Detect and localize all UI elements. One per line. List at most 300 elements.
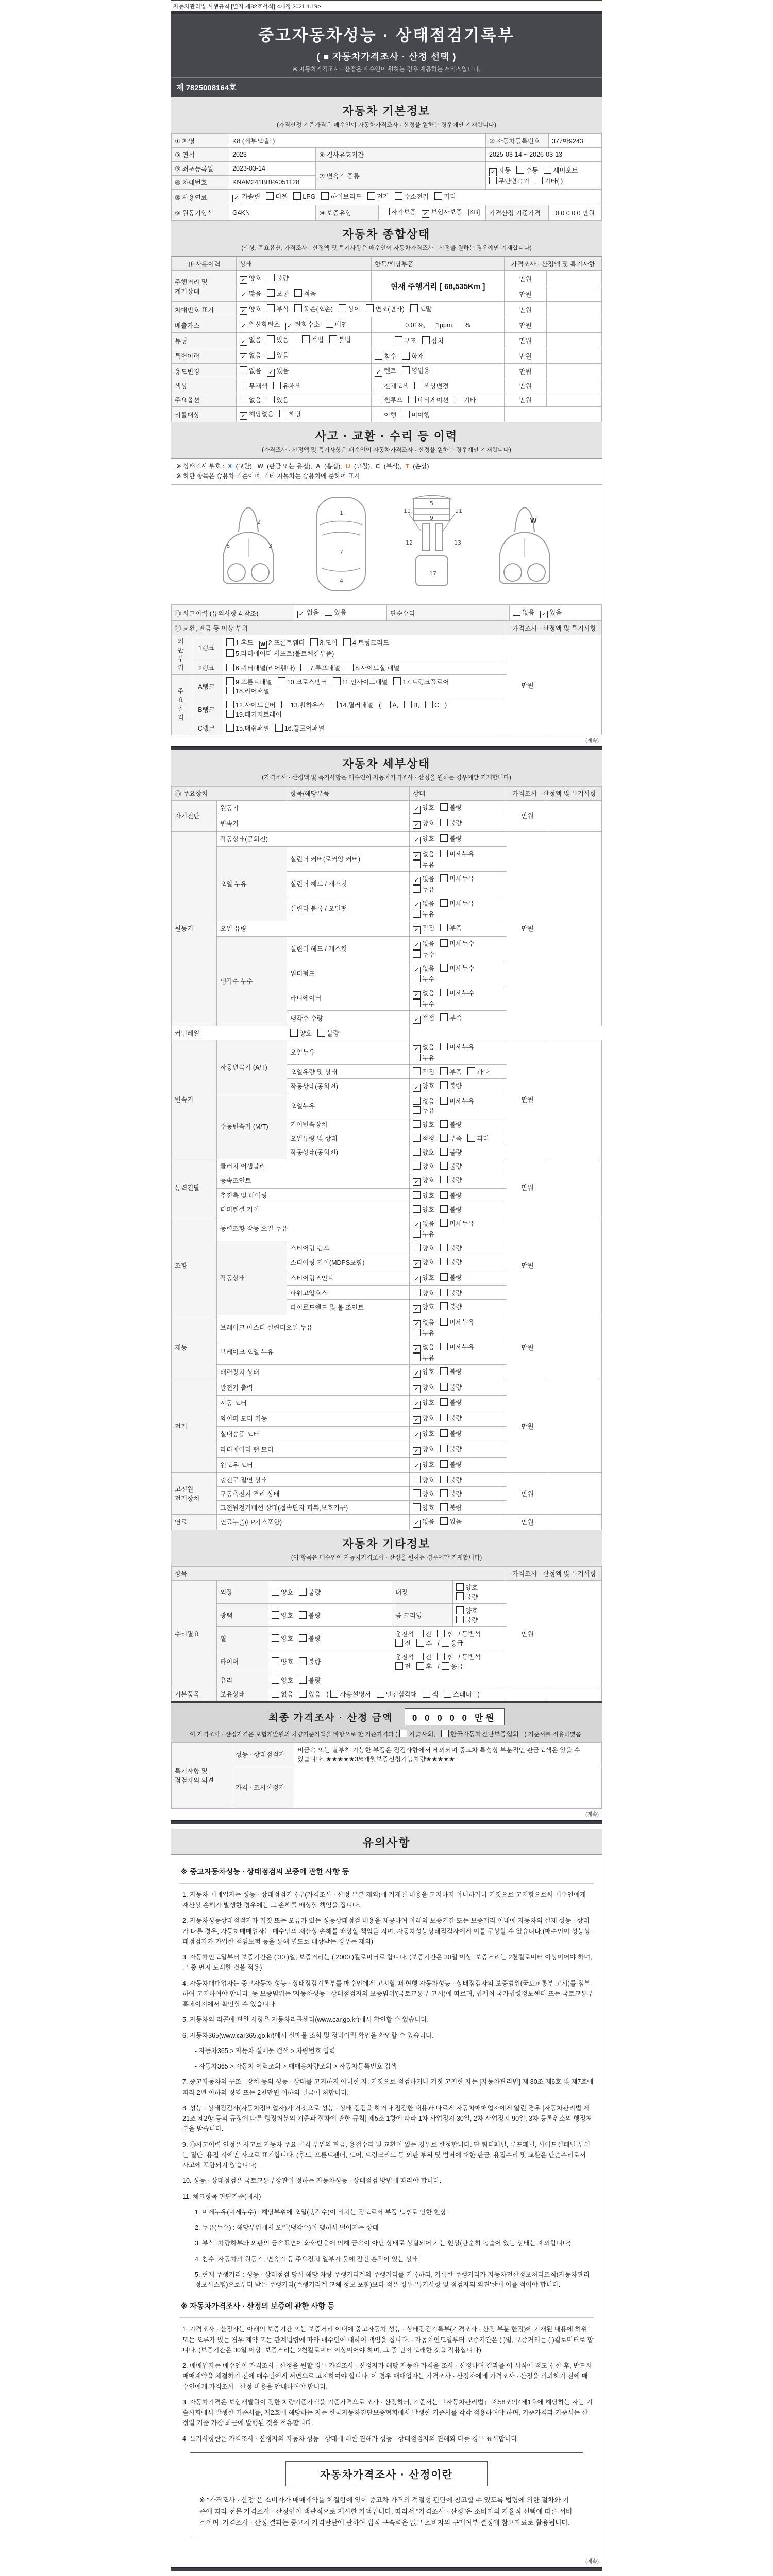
checkbox-icon[interactable]	[279, 410, 287, 417]
checkbox-option[interactable]	[455, 395, 476, 404]
checkbox-option[interactable]	[299, 1689, 321, 1699]
checkbox-icon[interactable]	[413, 1503, 421, 1511]
checkbox-icon[interactable]: ✓	[422, 210, 429, 218]
checkbox-icon[interactable]	[382, 208, 390, 215]
checkbox-icon[interactable]	[299, 1676, 307, 1684]
checkbox-icon[interactable]	[413, 1244, 421, 1251]
checkbox-option[interactable]	[440, 1042, 474, 1052]
checkbox-option[interactable]	[395, 336, 416, 345]
checkbox-option[interactable]	[489, 176, 529, 185]
checkbox-option[interactable]	[240, 366, 261, 375]
checkbox-icon[interactable]	[343, 638, 351, 646]
checkbox-option[interactable]	[413, 1161, 434, 1171]
checkbox-icon[interactable]	[294, 304, 302, 312]
checkbox-option[interactable]	[437, 1629, 452, 1638]
checkbox-option[interactable]	[413, 860, 434, 869]
checkbox-option[interactable]	[321, 192, 361, 201]
checkbox-icon[interactable]	[410, 304, 418, 312]
checkbox-option[interactable]	[272, 1689, 293, 1699]
checkbox-icon[interactable]	[272, 1611, 279, 1619]
checkbox-option[interactable]	[240, 289, 261, 299]
checkbox-option[interactable]	[413, 909, 434, 919]
checkbox-option[interactable]	[226, 709, 282, 719]
checkbox-icon[interactable]: ✓	[240, 307, 247, 315]
checkbox-icon[interactable]	[267, 396, 275, 403]
checkbox-option[interactable]	[413, 1147, 434, 1157]
checkbox-option[interactable]	[299, 1634, 321, 1643]
checkbox-icon[interactable]	[408, 396, 416, 403]
checkbox-option[interactable]	[346, 663, 399, 672]
checkbox-icon[interactable]	[440, 1476, 448, 1483]
checkbox-option[interactable]	[413, 1475, 434, 1484]
checkbox-icon[interactable]	[440, 1244, 448, 1251]
checkbox-option[interactable]	[440, 1257, 462, 1266]
checkbox-icon[interactable]	[440, 819, 448, 826]
checkbox-icon[interactable]	[442, 1662, 449, 1670]
checkbox-option[interactable]	[540, 607, 562, 618]
checkbox-option[interactable]	[440, 1382, 462, 1392]
checkbox-icon[interactable]	[375, 352, 382, 360]
checkbox-icon[interactable]	[267, 335, 275, 343]
checkbox-icon[interactable]	[513, 608, 520, 616]
checkbox-option[interactable]	[456, 1606, 478, 1615]
checkbox-icon[interactable]: ✓	[413, 1084, 421, 1092]
checkbox-icon[interactable]	[440, 1176, 448, 1183]
checkbox-option[interactable]	[423, 1689, 438, 1699]
checkbox-option[interactable]	[267, 395, 289, 404]
checkbox-icon[interactable]	[440, 803, 448, 811]
checkbox-icon[interactable]	[440, 1067, 448, 1075]
checkbox-option[interactable]	[440, 1460, 462, 1469]
checkbox-icon[interactable]	[399, 1730, 407, 1737]
checkbox-icon[interactable]: ✓	[413, 1345, 421, 1353]
checkbox-icon[interactable]	[299, 1634, 307, 1642]
checkbox-icon[interactable]	[273, 382, 281, 389]
checkbox-option[interactable]	[437, 1652, 452, 1662]
checkbox-icon[interactable]	[339, 304, 346, 312]
checkbox-option[interactable]	[489, 165, 511, 176]
checkbox-icon[interactable]	[456, 1606, 464, 1614]
checkbox-icon[interactable]	[402, 411, 410, 418]
checkbox-icon[interactable]	[440, 1398, 448, 1406]
checkbox-option[interactable]	[440, 1191, 462, 1200]
checkbox-option[interactable]	[416, 1629, 431, 1638]
checkbox-option[interactable]	[413, 885, 434, 894]
checkbox-icon[interactable]: ✓	[413, 1416, 421, 1424]
checkbox-option[interactable]	[440, 1288, 462, 1297]
checkbox-option[interactable]	[413, 1106, 434, 1115]
checkbox-option[interactable]	[382, 207, 416, 216]
checkbox-icon[interactable]	[440, 1148, 448, 1156]
checkbox-option[interactable]	[444, 1689, 472, 1699]
checkbox-option[interactable]	[516, 165, 538, 175]
checkbox-icon[interactable]	[455, 396, 462, 403]
checkbox-option[interactable]	[300, 663, 340, 672]
checkbox-icon[interactable]: ✓	[413, 1222, 421, 1229]
checkbox-option[interactable]	[408, 395, 448, 404]
checkbox-icon[interactable]	[413, 1134, 421, 1142]
checkbox-icon[interactable]	[267, 274, 275, 281]
checkbox-option[interactable]	[467, 1067, 489, 1076]
checkbox-option[interactable]	[259, 638, 305, 649]
checkbox-icon[interactable]	[240, 382, 247, 389]
checkbox-icon[interactable]	[413, 1329, 421, 1336]
checkbox-icon[interactable]	[516, 166, 524, 174]
checkbox-option[interactable]	[339, 304, 360, 313]
checkbox-icon[interactable]: ✓	[413, 1385, 421, 1393]
checkbox-option[interactable]	[440, 1503, 462, 1512]
checkbox-option[interactable]	[413, 1317, 434, 1328]
checkbox-option[interactable]	[267, 335, 289, 344]
checkbox-option[interactable]	[440, 1413, 462, 1422]
checkbox-icon[interactable]	[423, 1690, 430, 1698]
checkbox-icon[interactable]: ✓	[413, 1305, 421, 1313]
checkbox-option[interactable]	[413, 1053, 434, 1062]
checkbox-icon[interactable]	[404, 701, 412, 708]
checkbox-icon[interactable]	[440, 1383, 448, 1391]
checkbox-option[interactable]	[240, 350, 261, 361]
checkbox-option[interactable]	[285, 319, 320, 330]
checkbox-icon[interactable]	[321, 192, 329, 200]
checkbox-icon[interactable]	[440, 1302, 448, 1310]
checkbox-option[interactable]	[467, 1133, 489, 1143]
checkbox-icon[interactable]	[416, 1662, 424, 1670]
checkbox-option[interactable]	[440, 1517, 462, 1526]
checkbox-icon[interactable]	[440, 924, 448, 931]
checkbox-icon[interactable]	[456, 1616, 464, 1623]
checkbox-option[interactable]	[290, 1028, 312, 1038]
checkbox-option[interactable]	[413, 1067, 434, 1076]
checkbox-option[interactable]	[440, 1429, 462, 1438]
checkbox-option[interactable]	[310, 638, 338, 647]
checkbox-icon[interactable]: ✓	[413, 852, 421, 860]
checkbox-icon[interactable]	[402, 366, 410, 374]
checkbox-option[interactable]	[440, 1081, 462, 1090]
checkbox-option[interactable]	[413, 1288, 434, 1297]
checkbox-icon[interactable]	[489, 177, 497, 184]
checkbox-option[interactable]	[413, 1398, 434, 1409]
checkbox-icon[interactable]	[440, 1445, 448, 1452]
checkbox-option[interactable]	[377, 1689, 417, 1699]
checkbox-option[interactable]	[422, 207, 462, 218]
checkbox-icon[interactable]	[444, 1690, 451, 1698]
checkbox-option[interactable]	[440, 939, 474, 948]
checkbox-option[interactable]	[413, 1243, 434, 1252]
checkbox-icon[interactable]: ✓	[413, 1260, 421, 1268]
checkbox-option[interactable]	[413, 1367, 434, 1378]
checkbox-option[interactable]	[440, 1317, 474, 1327]
checkbox-option[interactable]	[413, 1444, 434, 1455]
checkbox-icon[interactable]	[413, 1191, 421, 1199]
checkbox-icon[interactable]	[293, 192, 301, 200]
checkbox-icon[interactable]	[440, 1219, 448, 1227]
checkbox-option[interactable]	[440, 963, 474, 973]
checkbox-icon[interactable]	[367, 192, 375, 200]
checkbox-option[interactable]	[442, 1662, 463, 1671]
checkbox-option[interactable]	[325, 607, 346, 617]
checkbox-option[interactable]	[272, 1611, 293, 1620]
checkbox-icon[interactable]: ✓	[413, 1320, 421, 1328]
checkbox-icon[interactable]	[440, 834, 448, 842]
checkbox-icon[interactable]	[440, 1343, 448, 1350]
checkbox-icon[interactable]: ✓	[240, 412, 247, 420]
checkbox-option[interactable]	[413, 923, 434, 934]
checkbox-option[interactable]	[294, 289, 316, 298]
checkbox-icon[interactable]	[414, 382, 422, 389]
checkbox-option[interactable]	[278, 677, 327, 686]
checkbox-option[interactable]	[273, 381, 301, 391]
checkbox-icon[interactable]	[456, 1583, 464, 1591]
checkbox-icon[interactable]	[329, 335, 337, 343]
checkbox-icon[interactable]	[300, 664, 308, 671]
checkbox-option[interactable]	[366, 304, 405, 313]
checkbox-option[interactable]	[416, 1638, 432, 1648]
checkbox-option[interactable]	[413, 1120, 434, 1129]
checkbox-icon[interactable]	[281, 701, 289, 708]
checkbox-icon[interactable]: ✓	[240, 338, 247, 346]
checkbox-icon[interactable]	[416, 1653, 424, 1660]
checkbox-option[interactable]	[416, 1662, 432, 1671]
checkbox-option[interactable]	[413, 1133, 434, 1143]
checkbox-icon[interactable]: ✓	[413, 1520, 421, 1528]
checkbox-icon[interactable]: ✓	[240, 292, 247, 299]
checkbox-option[interactable]	[513, 607, 534, 617]
checkbox-option[interactable]	[326, 319, 347, 329]
checkbox-icon[interactable]: ✓	[413, 991, 421, 999]
checkbox-option[interactable]	[240, 304, 261, 315]
checkbox-option[interactable]	[425, 701, 439, 709]
checkbox-option[interactable]	[441, 1729, 519, 1738]
checkbox-option[interactable]	[440, 899, 474, 908]
checkbox-icon[interactable]	[413, 910, 421, 918]
checkbox-icon[interactable]	[437, 1630, 445, 1637]
checkbox-icon[interactable]	[413, 1476, 421, 1483]
checkbox-icon[interactable]	[440, 1134, 448, 1142]
checkbox-option[interactable]	[413, 1382, 434, 1393]
checkbox-icon[interactable]	[535, 177, 543, 184]
checkbox-option[interactable]	[275, 723, 325, 733]
checkbox-icon[interactable]	[240, 366, 247, 374]
checkbox-option[interactable]	[440, 1367, 462, 1376]
checkbox-option[interactable]	[413, 1342, 434, 1353]
checkbox-icon[interactable]	[226, 649, 234, 657]
checkbox-option[interactable]	[413, 1489, 434, 1498]
checkbox-icon[interactable]	[299, 1611, 307, 1619]
checkbox-icon[interactable]	[302, 335, 310, 343]
checkbox-icon[interactable]	[366, 304, 374, 312]
checkbox-option[interactable]	[440, 1175, 462, 1184]
checkbox-icon[interactable]	[413, 950, 421, 958]
checkbox-icon[interactable]	[440, 1191, 448, 1199]
checkbox-option[interactable]	[413, 988, 434, 999]
checkbox-icon[interactable]	[413, 1289, 421, 1296]
checkbox-option[interactable]	[272, 1634, 293, 1643]
checkbox-option[interactable]	[456, 1592, 478, 1601]
checkbox-option[interactable]	[440, 988, 474, 997]
checkbox-icon[interactable]: ✓	[413, 1178, 421, 1186]
checkbox-option[interactable]	[413, 1175, 434, 1186]
checkbox-option[interactable]	[440, 1096, 474, 1106]
checkbox-icon[interactable]: ✓	[413, 1401, 421, 1409]
checkbox-icon[interactable]	[326, 320, 333, 328]
checkbox-icon[interactable]	[413, 885, 421, 893]
checkbox-option[interactable]	[440, 1342, 474, 1351]
checkbox-option[interactable]	[413, 1191, 434, 1200]
checkbox-icon[interactable]	[413, 1097, 421, 1105]
checkbox-icon[interactable]	[226, 724, 234, 732]
checkbox-icon[interactable]	[440, 899, 448, 907]
checkbox-icon[interactable]: ✓	[540, 611, 548, 618]
checkbox-icon[interactable]	[413, 1489, 421, 1497]
checkbox-option[interactable]	[267, 350, 289, 360]
checkbox-option[interactable]	[440, 1147, 462, 1157]
checkbox-icon[interactable]: ✓	[413, 1432, 421, 1439]
checkbox-option[interactable]	[226, 663, 295, 672]
checkbox-option[interactable]	[299, 1657, 321, 1666]
checkbox-option[interactable]	[226, 638, 254, 647]
checkbox-icon[interactable]	[413, 1205, 421, 1213]
checkbox-option[interactable]	[294, 304, 333, 313]
checkbox-option[interactable]	[413, 1013, 434, 1024]
checkbox-icon[interactable]	[413, 1353, 421, 1361]
checkbox-icon[interactable]	[416, 1630, 424, 1637]
checkbox-icon[interactable]	[226, 710, 234, 718]
checkbox-icon[interactable]	[267, 289, 275, 297]
checkbox-icon[interactable]	[440, 874, 448, 882]
checkbox-icon[interactable]	[422, 336, 430, 344]
checkbox-icon[interactable]	[299, 1690, 307, 1698]
checkbox-option[interactable]	[330, 1689, 371, 1699]
checkbox-option[interactable]	[422, 336, 444, 345]
checkbox-option[interactable]	[299, 1587, 321, 1597]
checkbox-option[interactable]	[302, 335, 324, 344]
checkbox-icon[interactable]	[226, 664, 234, 671]
checkbox-icon[interactable]	[267, 304, 275, 312]
checkbox-icon[interactable]	[467, 1134, 475, 1142]
checkbox-option[interactable]	[395, 192, 429, 201]
checkbox-option[interactable]	[413, 1273, 434, 1283]
checkbox-icon[interactable]: ✓	[240, 323, 247, 330]
checkbox-option[interactable]	[413, 803, 434, 814]
checkbox-icon[interactable]: ✓	[413, 902, 421, 909]
checkbox-icon[interactable]	[375, 382, 382, 389]
checkbox-icon[interactable]	[413, 1106, 421, 1114]
checkbox-icon[interactable]	[317, 1029, 325, 1037]
checkbox-option[interactable]	[440, 1302, 462, 1311]
checkbox-option[interactable]	[440, 1120, 462, 1129]
checkbox-option[interactable]	[267, 366, 289, 377]
checkbox-option[interactable]	[240, 319, 280, 330]
checkbox-option[interactable]	[544, 165, 578, 175]
checkbox-option[interactable]	[402, 366, 430, 375]
checkbox-icon[interactable]	[393, 677, 401, 685]
checkbox-option[interactable]	[440, 874, 474, 883]
checkbox-icon[interactable]	[395, 1662, 403, 1670]
checkbox-icon[interactable]: ✓	[413, 1370, 421, 1378]
checkbox-option[interactable]	[440, 1067, 462, 1076]
checkbox-icon[interactable]: ✓	[413, 821, 421, 829]
checkbox-option[interactable]	[266, 192, 288, 201]
checkbox-option[interactable]	[413, 939, 434, 950]
checkbox-option[interactable]	[413, 963, 434, 974]
checkbox-icon[interactable]	[440, 1013, 448, 1021]
checkbox-option[interactable]	[440, 834, 462, 843]
checkbox-icon[interactable]	[413, 1162, 421, 1170]
checkbox-icon[interactable]	[442, 1639, 449, 1647]
checkbox-icon[interactable]: ✓	[413, 837, 421, 844]
checkbox-icon[interactable]: ✓	[413, 1045, 421, 1053]
checkbox-option[interactable]	[413, 818, 434, 829]
checkbox-option[interactable]	[240, 381, 267, 391]
checkbox-option[interactable]	[226, 686, 270, 696]
checkbox-icon[interactable]	[272, 1634, 279, 1642]
checkbox-icon[interactable]	[333, 677, 341, 685]
checkbox-option[interactable]	[413, 899, 434, 909]
checkbox-option[interactable]	[413, 1302, 434, 1313]
checkbox-option[interactable]	[456, 1615, 478, 1624]
checkbox-icon[interactable]: ✓	[240, 353, 247, 361]
checkbox-icon[interactable]	[272, 1690, 279, 1698]
checkbox-option[interactable]	[440, 1489, 462, 1498]
checkbox-option[interactable]	[413, 1081, 434, 1092]
checkbox-option[interactable]	[413, 1460, 434, 1470]
checkbox-icon[interactable]: ✓	[240, 276, 247, 284]
checkbox-option[interactable]	[413, 1205, 434, 1214]
checkbox-option[interactable]	[416, 1652, 431, 1662]
checkbox-icon[interactable]: ✓	[285, 323, 293, 330]
checkbox-icon[interactable]	[299, 1588, 307, 1596]
checkbox-option[interactable]	[413, 1042, 434, 1053]
checkbox-icon[interactable]	[425, 701, 433, 708]
checkbox-option[interactable]	[440, 923, 462, 933]
checkbox-icon[interactable]	[440, 1318, 448, 1326]
checkbox-option[interactable]	[383, 701, 398, 709]
checkbox-option[interactable]	[375, 381, 409, 391]
checkbox-icon[interactable]: ✓	[413, 877, 421, 885]
checkbox-icon[interactable]	[275, 724, 283, 732]
checkbox-icon[interactable]	[266, 192, 274, 200]
checkbox-option[interactable]	[413, 974, 434, 984]
checkbox-option[interactable]	[281, 700, 325, 709]
checkbox-icon[interactable]	[440, 1517, 448, 1525]
checkbox-option[interactable]	[240, 335, 261, 346]
checkbox-icon[interactable]	[440, 850, 448, 857]
checkbox-icon[interactable]	[240, 396, 247, 403]
checkbox-icon[interactable]: ✓	[413, 806, 421, 814]
checkbox-icon[interactable]	[437, 1653, 445, 1660]
checkbox-icon[interactable]	[290, 1029, 298, 1037]
checkbox-option[interactable]	[297, 607, 319, 618]
checkbox-icon[interactable]	[395, 336, 402, 344]
checkbox-option[interactable]	[272, 1587, 293, 1597]
checkbox-icon[interactable]	[440, 1043, 448, 1050]
checkbox-icon[interactable]	[440, 1205, 448, 1213]
checkbox-option[interactable]	[393, 677, 449, 686]
checkbox-option[interactable]	[267, 273, 289, 282]
checkbox-icon[interactable]	[413, 1067, 421, 1075]
checkbox-icon[interactable]	[440, 1489, 448, 1497]
checkbox-icon[interactable]: W	[259, 641, 267, 649]
checkbox-option[interactable]	[440, 1013, 462, 1022]
checkbox-option[interactable]	[440, 1398, 462, 1407]
checkbox-icon[interactable]	[395, 192, 402, 200]
checkbox-icon[interactable]	[441, 1730, 449, 1737]
checkbox-icon[interactable]	[440, 1162, 448, 1170]
checkbox-icon[interactable]	[440, 939, 448, 947]
checkbox-icon[interactable]	[440, 1367, 448, 1375]
checkbox-option[interactable]	[267, 304, 289, 313]
checkbox-icon[interactable]	[226, 687, 234, 694]
